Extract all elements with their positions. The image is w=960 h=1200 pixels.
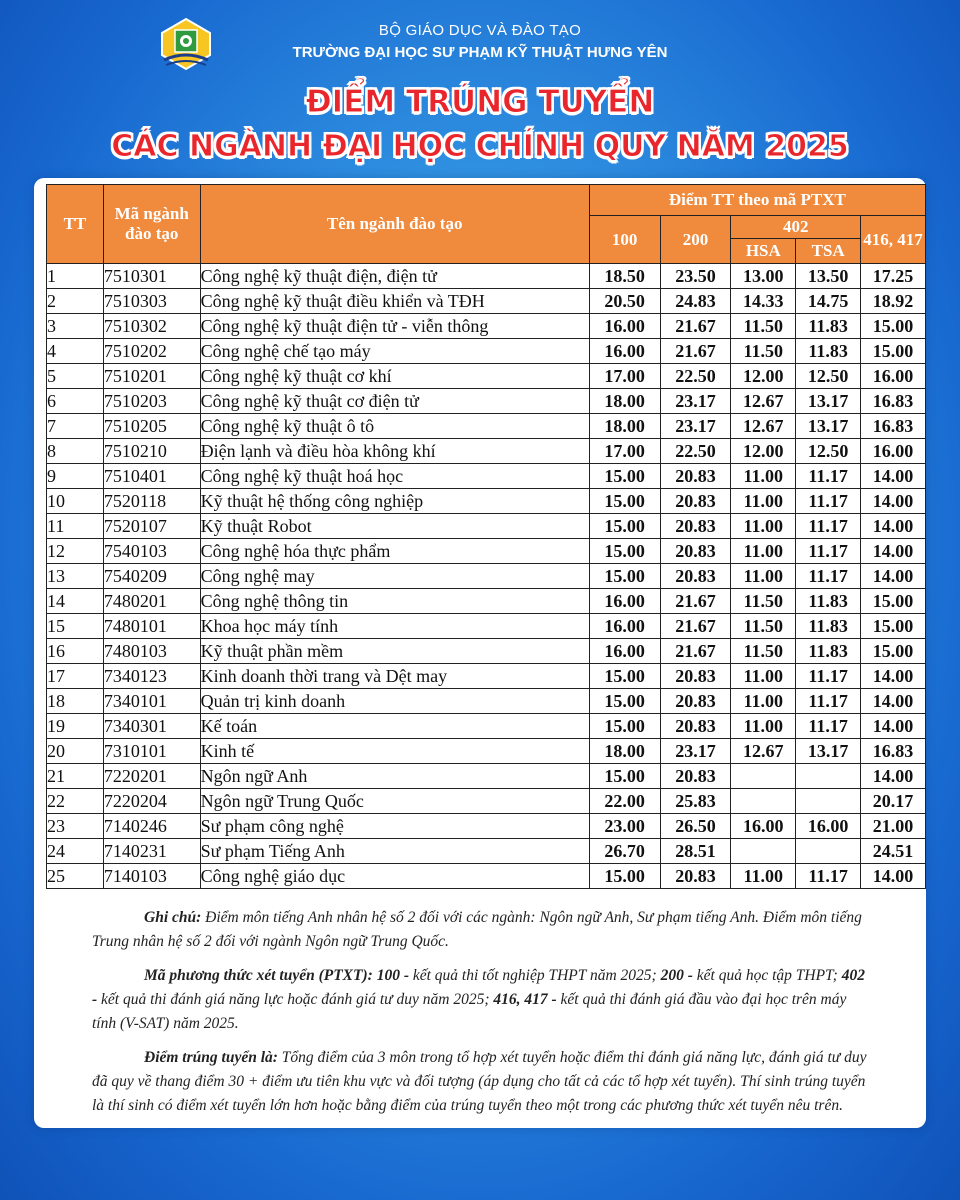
score-416-417: 15.00 [861, 639, 926, 664]
program-code: 7340301 [103, 714, 200, 739]
table-row [47, 564, 926, 589]
score-100: 15.00 [589, 514, 660, 539]
score-416-417: 24.51 [861, 839, 926, 864]
program-name: Công nghệ chế tạo máy [200, 339, 589, 364]
score-100: 18.00 [589, 739, 660, 764]
score-tsa: 13.17 [796, 739, 861, 764]
score-100: 15.00 [589, 689, 660, 714]
score-100: 26.70 [589, 839, 660, 864]
program-code: 7510301 [103, 264, 200, 289]
score-hsa: 11.50 [731, 314, 796, 339]
row-number: 19 [47, 714, 104, 739]
score-200: 21.67 [660, 614, 731, 639]
score-100: 16.00 [589, 339, 660, 364]
score-200: 20.83 [660, 564, 731, 589]
score-tsa: 16.00 [796, 814, 861, 839]
score-200: 21.67 [660, 639, 731, 664]
header-method-100: 100 [589, 216, 660, 264]
header-score-group: Điểm TT theo mã PTXT [589, 185, 925, 216]
score-200: 20.83 [660, 864, 731, 889]
score-416-417: 15.00 [861, 339, 926, 364]
table-row [47, 364, 926, 389]
program-code: 7510205 [103, 414, 200, 439]
table-row [47, 739, 926, 764]
program-code: 7510303 [103, 289, 200, 314]
score-100: 18.00 [589, 389, 660, 414]
score-tsa: 11.83 [796, 339, 861, 364]
score-100: 16.00 [589, 614, 660, 639]
score-100: 18.00 [589, 414, 660, 439]
row-number: 17 [47, 664, 104, 689]
table-body [47, 264, 926, 889]
score-200: 20.83 [660, 514, 731, 539]
table-row [47, 464, 926, 489]
score-100: 15.00 [589, 664, 660, 689]
score-416-417: 16.83 [861, 739, 926, 764]
row-number: 10 [47, 489, 104, 514]
score-tsa: 12.50 [796, 439, 861, 464]
table-row [47, 539, 926, 564]
score-tsa: 13.50 [796, 264, 861, 289]
row-number: 8 [47, 439, 104, 464]
score-200: 21.67 [660, 339, 731, 364]
table-row [47, 789, 926, 814]
program-code: 7220201 [103, 764, 200, 789]
score-hsa [731, 839, 796, 864]
program-name: Kinh doanh thời trang và Dệt may [200, 664, 589, 689]
program-code: 7510210 [103, 439, 200, 464]
score-416-417: 16.00 [861, 364, 926, 389]
score-hsa: 11.50 [731, 639, 796, 664]
program-code: 7510201 [103, 364, 200, 389]
table-row [47, 614, 926, 639]
table-row [47, 314, 926, 339]
program-code: 7140103 [103, 864, 200, 889]
program-code: 7520118 [103, 489, 200, 514]
score-hsa: 12.00 [731, 439, 796, 464]
score-416-417: 15.00 [861, 314, 926, 339]
score-tsa: 13.17 [796, 389, 861, 414]
row-number: 5 [47, 364, 104, 389]
row-number: 11 [47, 514, 104, 539]
score-200: 23.17 [660, 414, 731, 439]
score-tsa: 11.17 [796, 864, 861, 889]
score-416-417: 16.00 [861, 439, 926, 464]
score-200: 23.17 [660, 389, 731, 414]
score-hsa: 12.67 [731, 739, 796, 764]
program-name: Khoa học máy tính [200, 614, 589, 639]
score-tsa: 11.17 [796, 664, 861, 689]
score-416-417: 16.83 [861, 414, 926, 439]
score-200: 20.83 [660, 689, 731, 714]
score-100: 16.00 [589, 314, 660, 339]
score-200: 28.51 [660, 839, 731, 864]
score-100: 20.50 [589, 289, 660, 314]
score-416-417: 18.92 [861, 289, 926, 314]
content-panel [34, 178, 926, 1128]
score-hsa [731, 789, 796, 814]
program-name: Công nghệ kỹ thuật cơ khí [200, 364, 589, 389]
header-method-416: 416, 417 [861, 216, 926, 264]
score-hsa: 14.33 [731, 289, 796, 314]
score-416-417: 14.00 [861, 564, 926, 589]
note-methods: Mã phương thức xét tuyển (PTXT): 100 - kết quả thi tốt nghiệp THPT năm 2025; 200 - kết quả học tập THPT; 402 - kết quả thi đánh giá năng lực hoặc đánh giá tư duy năm 2025; 416, 417 - kết quả thi đánh giá đầu vào đại học trên máy tính (V-SAT) năm 2025. [92, 967, 865, 1032]
score-tsa [796, 839, 861, 864]
score-hsa: 13.00 [731, 264, 796, 289]
score-hsa: 12.67 [731, 414, 796, 439]
score-416-417: 17.25 [861, 264, 926, 289]
row-number: 12 [47, 539, 104, 564]
score-100: 17.00 [589, 439, 660, 464]
row-number: 14 [47, 589, 104, 614]
header-tt: TT [47, 185, 104, 264]
program-code: 7340123 [103, 664, 200, 689]
score-416-417: 14.00 [861, 489, 926, 514]
score-hsa: 16.00 [731, 814, 796, 839]
row-number: 20 [47, 739, 104, 764]
score-416-417: 14.00 [861, 764, 926, 789]
header-tsa: TSA [796, 239, 861, 264]
table-row [47, 414, 926, 439]
score-416-417: 14.00 [861, 514, 926, 539]
program-name: Công nghệ kỹ thuật ô tô [200, 414, 589, 439]
score-hsa: 11.00 [731, 539, 796, 564]
score-hsa [731, 764, 796, 789]
program-name: Công nghệ kỹ thuật điều khiển và TĐH [200, 289, 589, 314]
row-number: 15 [47, 614, 104, 639]
table-row [47, 764, 926, 789]
row-number: 1 [47, 264, 104, 289]
header-code: Mã ngành đào tạo [103, 185, 200, 264]
row-number: 13 [47, 564, 104, 589]
score-200: 21.67 [660, 314, 731, 339]
program-code: 7510202 [103, 339, 200, 364]
row-number: 22 [47, 789, 104, 814]
score-200: 21.67 [660, 589, 731, 614]
score-416-417: 14.00 [861, 464, 926, 489]
table-row [47, 489, 926, 514]
score-tsa: 11.17 [796, 489, 861, 514]
table-row [47, 439, 926, 464]
score-200: 26.50 [660, 814, 731, 839]
score-tsa: 11.17 [796, 514, 861, 539]
score-tsa [796, 789, 861, 814]
row-number: 4 [47, 339, 104, 364]
header-method-402: 402 [731, 216, 861, 239]
program-name: Sư phạm Tiếng Anh [200, 839, 589, 864]
score-200: 20.83 [660, 764, 731, 789]
score-200: 22.50 [660, 364, 731, 389]
header-hsa: HSA [731, 239, 796, 264]
program-code: 7510203 [103, 389, 200, 414]
program-code: 7480101 [103, 614, 200, 639]
score-200: 23.50 [660, 264, 731, 289]
score-416-417: 14.00 [861, 689, 926, 714]
score-hsa: 11.00 [731, 514, 796, 539]
program-name: Điện lạnh và điều hòa không khí [200, 439, 589, 464]
score-416-417: 16.83 [861, 389, 926, 414]
row-number: 21 [47, 764, 104, 789]
program-name: Công nghệ thông tin [200, 589, 589, 614]
program-code: 7510302 [103, 314, 200, 339]
score-tsa: 14.75 [796, 289, 861, 314]
score-tsa: 11.17 [796, 689, 861, 714]
score-hsa: 11.50 [731, 614, 796, 639]
program-code: 7510401 [103, 464, 200, 489]
row-number: 2 [47, 289, 104, 314]
program-name: Kinh tế [200, 739, 589, 764]
header-method-200: 200 [660, 216, 731, 264]
score-tsa: 11.83 [796, 589, 861, 614]
score-hsa: 11.50 [731, 589, 796, 614]
score-hsa: 11.00 [731, 664, 796, 689]
score-hsa: 11.00 [731, 689, 796, 714]
score-200: 25.83 [660, 789, 731, 814]
row-number: 16 [47, 639, 104, 664]
score-200: 20.83 [660, 664, 731, 689]
program-name: Kỹ thuật hệ thống công nghiệp [200, 489, 589, 514]
program-name: Công nghệ kỹ thuật cơ điện tử [200, 389, 589, 414]
notes [92, 906, 872, 1128]
row-number: 3 [47, 314, 104, 339]
score-tsa: 11.17 [796, 564, 861, 589]
score-100: 17.00 [589, 364, 660, 389]
score-hsa: 11.50 [731, 339, 796, 364]
program-name: Kỹ thuật Robot [200, 514, 589, 539]
page-subtitle: CÁC NGÀNH ĐẠI HỌC CHÍNH QUY NĂM 2025 [111, 129, 849, 164]
table-row [47, 664, 926, 689]
score-tsa: 11.17 [796, 464, 861, 489]
score-tsa [796, 764, 861, 789]
page-title: ĐIỂM TRÚNG TUYỂN [305, 84, 655, 120]
program-name: Ngôn ngữ Anh [200, 764, 589, 789]
score-hsa: 11.00 [731, 714, 796, 739]
program-code: 7540103 [103, 539, 200, 564]
row-number: 7 [47, 414, 104, 439]
table-row [47, 339, 926, 364]
score-tsa: 11.17 [796, 714, 861, 739]
note-english-coefficient: Ghi chú: Điểm môn tiếng Anh nhân hệ số 2 đối với các ngành: Ngôn ngữ Anh, Sư phạm tiếng Anh. Điểm môn tiếng Trung nhân hệ số 2 đối với ngành Ngôn ngữ Trung Quốc. [92, 909, 862, 950]
program-name: Công nghệ giáo dục [200, 864, 589, 889]
program-code: 7480103 [103, 639, 200, 664]
program-code: 7480201 [103, 589, 200, 614]
score-hsa: 11.00 [731, 464, 796, 489]
row-number: 18 [47, 689, 104, 714]
row-number: 23 [47, 814, 104, 839]
score-100: 15.00 [589, 714, 660, 739]
score-tsa: 11.17 [796, 539, 861, 564]
score-100: 23.00 [589, 814, 660, 839]
score-hsa: 11.00 [731, 489, 796, 514]
program-name: Sư phạm công nghệ [200, 814, 589, 839]
score-200: 23.17 [660, 739, 731, 764]
score-200: 20.83 [660, 714, 731, 739]
admission-scores-table [46, 184, 926, 889]
program-name: Kế toán [200, 714, 589, 739]
program-name: Công nghệ hóa thực phẩm [200, 539, 589, 564]
score-100: 18.50 [589, 264, 660, 289]
program-code: 7140231 [103, 839, 200, 864]
score-tsa: 11.83 [796, 314, 861, 339]
score-200: 20.83 [660, 539, 731, 564]
score-416-417: 21.00 [861, 814, 926, 839]
table-row [47, 839, 926, 864]
table-row [47, 814, 926, 839]
score-hsa: 11.00 [731, 864, 796, 889]
score-100: 15.00 [589, 489, 660, 514]
program-name: Công nghệ kỹ thuật hoá học [200, 464, 589, 489]
table-row [47, 289, 926, 314]
program-code: 7220204 [103, 789, 200, 814]
program-code: 7140246 [103, 814, 200, 839]
score-416-417: 14.00 [861, 539, 926, 564]
score-100: 22.00 [589, 789, 660, 814]
program-name: Ngôn ngữ Trung Quốc [200, 789, 589, 814]
program-name: Công nghệ kỹ thuật điện, điện tử [200, 264, 589, 289]
table-row [47, 714, 926, 739]
row-number: 9 [47, 464, 104, 489]
program-name: Kỹ thuật phần mềm [200, 639, 589, 664]
program-name: Công nghệ kỹ thuật điện tử - viễn thông [200, 314, 589, 339]
program-code: 7340101 [103, 689, 200, 714]
table-row [47, 689, 926, 714]
row-number: 6 [47, 389, 104, 414]
score-100: 15.00 [589, 764, 660, 789]
score-tsa: 11.83 [796, 639, 861, 664]
university-logo-icon [158, 16, 214, 72]
program-code: 7520107 [103, 514, 200, 539]
score-tsa: 13.17 [796, 414, 861, 439]
score-100: 15.00 [589, 564, 660, 589]
score-tsa: 12.50 [796, 364, 861, 389]
score-hsa: 11.00 [731, 564, 796, 589]
score-416-417: 20.17 [861, 789, 926, 814]
table-row [47, 514, 926, 539]
program-name: Quản trị kinh doanh [200, 689, 589, 714]
score-416-417: 14.00 [861, 864, 926, 889]
ministry-name: BỘ GIÁO DỤC VÀ ĐÀO TẠO [378, 22, 582, 39]
table-row [47, 264, 926, 289]
header-name: Tên ngành đào tạo [200, 185, 589, 264]
score-100: 16.00 [589, 589, 660, 614]
score-100: 15.00 [589, 864, 660, 889]
score-200: 20.83 [660, 464, 731, 489]
score-200: 24.83 [660, 289, 731, 314]
score-416-417: 15.00 [861, 614, 926, 639]
table-row [47, 639, 926, 664]
score-100: 15.00 [589, 464, 660, 489]
program-code: 7540209 [103, 564, 200, 589]
score-100: 16.00 [589, 639, 660, 664]
table-row [47, 589, 926, 614]
header [0, 0, 960, 180]
score-tsa: 11.83 [796, 614, 861, 639]
score-200: 20.83 [660, 489, 731, 514]
program-name: Công nghệ may [200, 564, 589, 589]
score-100: 15.00 [589, 539, 660, 564]
university-name: TRƯỜNG ĐẠI HỌC SƯ PHẠM KỸ THUẬT HƯNG YÊN [292, 44, 668, 61]
table-row [47, 389, 926, 414]
score-416-417: 15.00 [861, 589, 926, 614]
score-hsa: 12.00 [731, 364, 796, 389]
score-hsa: 12.67 [731, 389, 796, 414]
score-416-417: 14.00 [861, 714, 926, 739]
row-number: 25 [47, 864, 104, 889]
note-score-definition: Điểm trúng tuyển là: Tổng điểm của 3 môn trong tổ hợp xét tuyển hoặc điểm thi đánh giá năng lực, đánh giá tư duy đã quy về thang điểm 30 + điểm ưu tiên khu vực và đối tượng (áp dụng cho tất cả các tổ hợp xét tuyển). Thí sinh trúng tuyển là thí sinh có điểm xét tuyển lớn hơn hoặc bằng điểm của trúng tuyển theo một trong các phương thức xét tuyển nêu trên. [92, 1049, 867, 1114]
table-row [47, 864, 926, 889]
row-number: 24 [47, 839, 104, 864]
program-code: 7310101 [103, 739, 200, 764]
score-200: 22.50 [660, 439, 731, 464]
score-416-417: 14.00 [861, 664, 926, 689]
